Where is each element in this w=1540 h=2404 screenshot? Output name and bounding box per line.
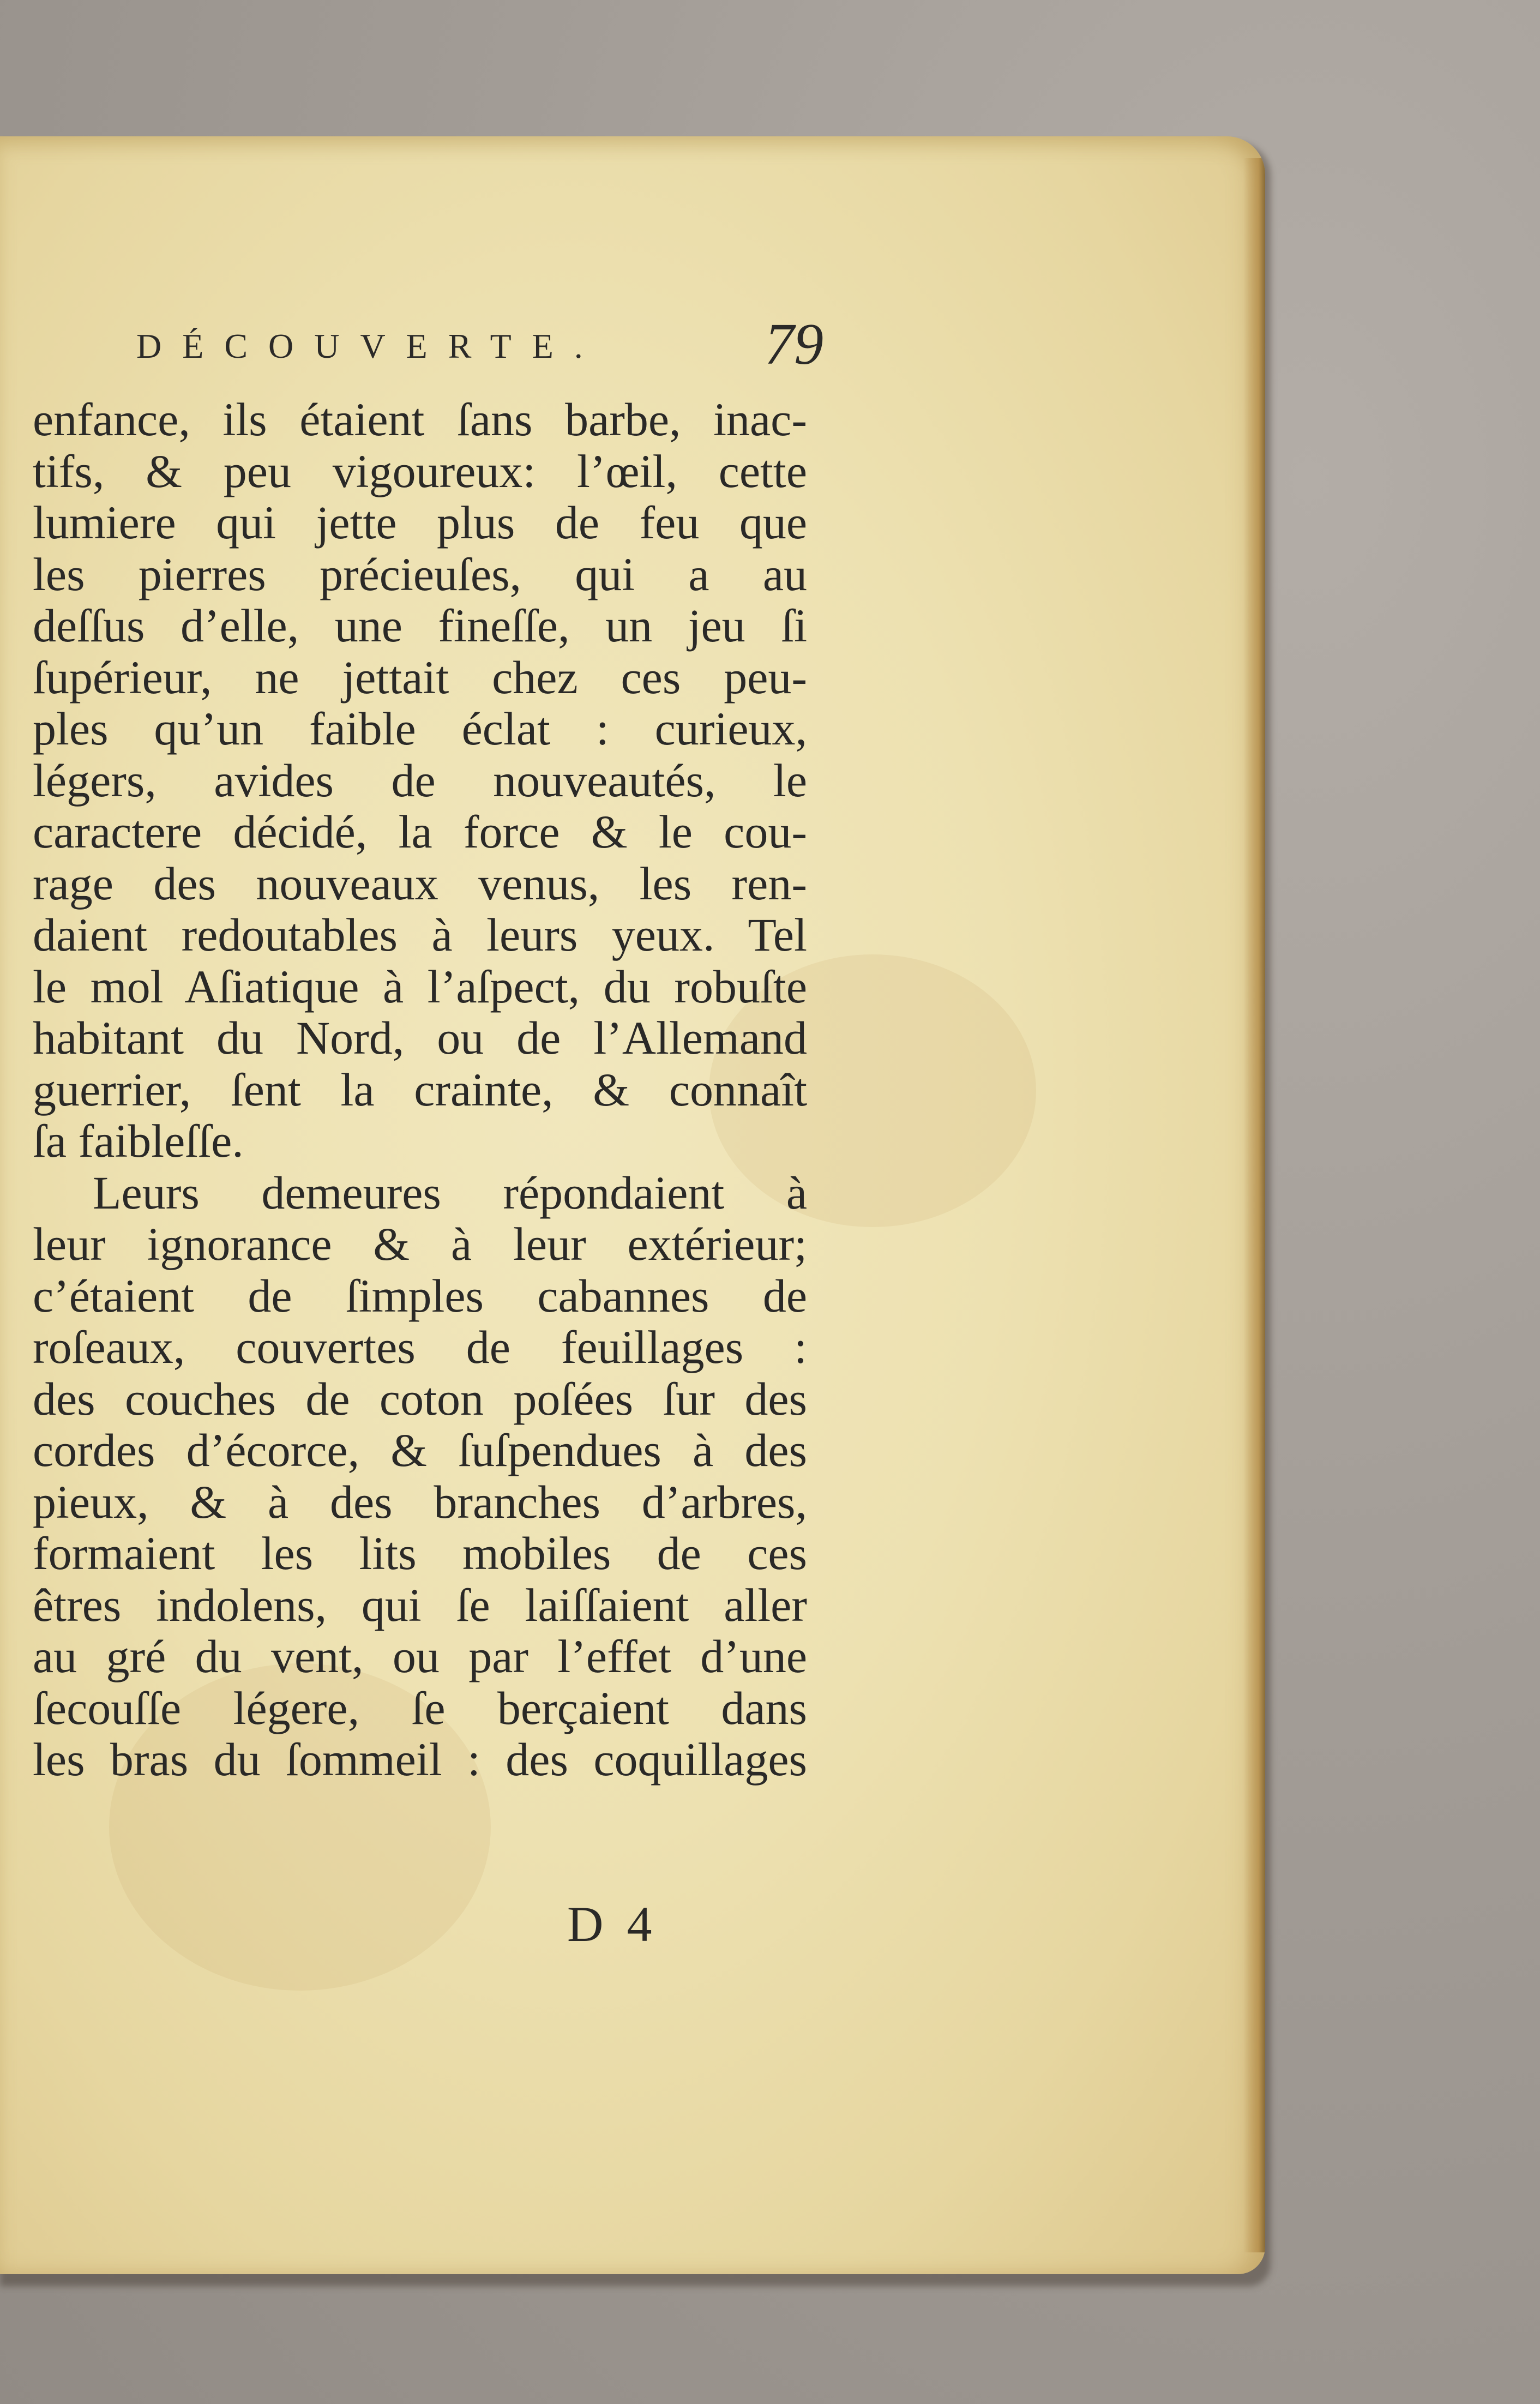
- text-line: le mol Aſiatique à l’aſpect, du robuſte: [33, 960, 807, 1013]
- signature-mark: D 4: [567, 1896, 658, 1952]
- text-line: roſeaux, couvertes de feuillages :: [33, 1321, 807, 1373]
- text-line: tifs, & peu vigoureux: l’œil, cette: [33, 444, 807, 497]
- text-line: Leurs demeures répondaient à: [93, 1166, 807, 1219]
- text-line: lumiere qui jette plus de feu que: [33, 496, 807, 549]
- text-line: daient redoutables à leurs yeux. Tel: [33, 909, 807, 961]
- text-line: guerrier, ſent la crainte, & connaît: [33, 1063, 807, 1116]
- text-line: ſecouſſe légere, ſe berçaient dans: [33, 1681, 807, 1734]
- text-line: des couches de coton poſées ſur des: [33, 1372, 807, 1425]
- text-line: êtres indolens, qui ſe laiſſaient aller: [33, 1578, 807, 1631]
- text-line: au gré du vent, ou par l’effet d’une: [33, 1630, 807, 1682]
- text-line: habitant du Nord, ou de l’Allemand: [33, 1012, 807, 1064]
- text-line: ſa faibleſſe.: [33, 1115, 244, 1167]
- text-line: deſſus d’elle, une fineſſe, un jeu ſi: [33, 599, 807, 652]
- page-number: 79: [765, 312, 823, 377]
- text-line: c’étaient de ſimples cabannes de: [33, 1269, 807, 1322]
- text-line: les pierres précieuſes, qui a au: [33, 548, 807, 600]
- text-line: cordes d’écorce, & ſuſpendues à des: [33, 1424, 807, 1476]
- text-line: ples qu’un faible éclat : curieux,: [33, 702, 807, 755]
- book-page: [0, 136, 1265, 2274]
- text-line: leur ignorance & à leur extérieur;: [33, 1218, 807, 1270]
- text-line: pieux, & à des branches d’arbres,: [33, 1475, 807, 1528]
- running-head-title: DÉCOUVERTE.: [136, 327, 604, 365]
- text-line: rage des nouveaux venus, les ren-: [33, 857, 807, 910]
- text-line: enfance, ils étaient ſans barbe, inac-: [33, 393, 807, 446]
- running-head: [136, 300, 823, 387]
- page-edge: [1243, 158, 1265, 2252]
- text-line: ſupérieur, ne jettait chez ces peu-: [33, 651, 807, 704]
- text-line: caractere décidé, la force & le cou-: [33, 806, 807, 858]
- text-line: légers, avides de nouveautés, le: [33, 754, 807, 807]
- text-line: les bras du ſommeil : des coquillages: [33, 1733, 807, 1786]
- text-line: formaient les lits mobiles de ces: [33, 1527, 807, 1579]
- body-text: [33, 394, 807, 1786]
